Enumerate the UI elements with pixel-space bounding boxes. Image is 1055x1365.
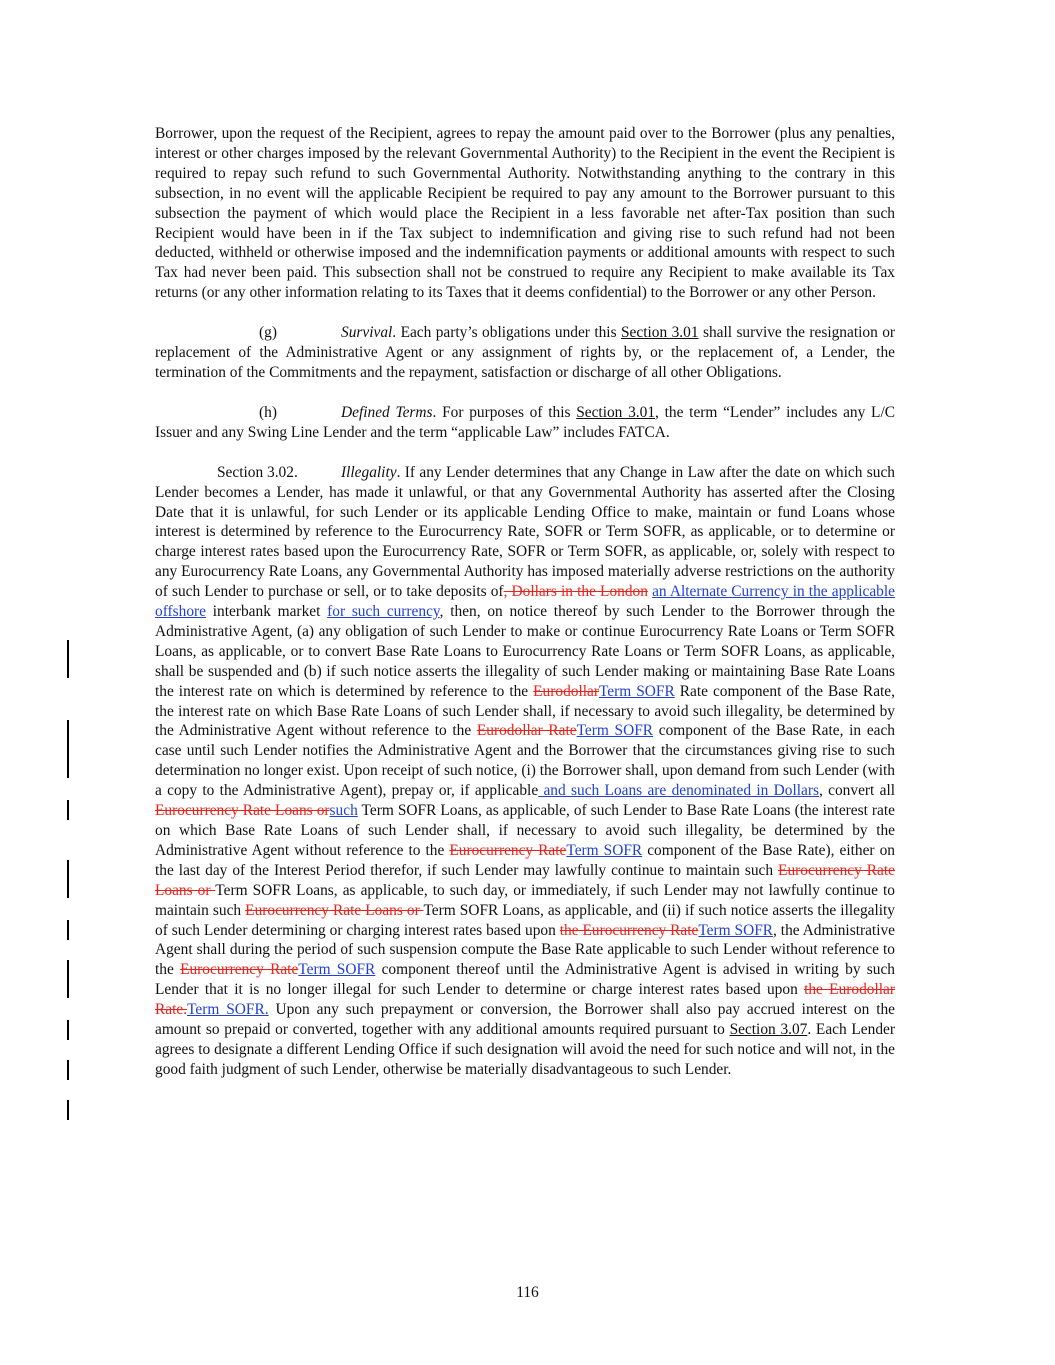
deleted-text: Eurodollar bbox=[533, 682, 599, 700]
clause-label: (g) bbox=[259, 324, 277, 342]
change-bar bbox=[67, 1100, 69, 1120]
section-reference: Section 3.01 bbox=[621, 324, 699, 342]
deleted-text: Eurocurrency Rate bbox=[449, 841, 567, 859]
deleted-text: Eurocurrency Rate Loans or bbox=[155, 861, 895, 899]
section-label: Section 3.02. bbox=[217, 463, 298, 481]
change-bar bbox=[67, 1020, 69, 1040]
document-page bbox=[155, 124, 895, 1080]
inserted-text: and such Loans are denominated in Dollars bbox=[538, 782, 819, 800]
section-reference: Section 3.07 bbox=[729, 1021, 808, 1039]
clause-title: Survival bbox=[341, 324, 393, 342]
inserted-text: for such currency bbox=[327, 603, 440, 621]
section-title: Illegality bbox=[341, 463, 397, 481]
deleted-text: Eurocurrency Rate Loans or bbox=[155, 802, 330, 820]
clause-title: Defined Terms bbox=[341, 403, 433, 421]
paragraph-refund: Borrower, upon the request of the Recipient, agrees to repay the amount paid over to the Borrower (plus any penalties, interest or other charges imposed by the relevant Governmental Authority) to the Recipient in the event the Recipient is required to repay such refund to such Governmental Authority. Notwithstanding anything to the contrary in this subsection, in no event will the applicable Recipient be required to pay any amount to the Borrower pursuant to this subsection the payment of which would place the Recipient in a less favorable net after-Tax position than such Recipient would have been in if the Tax subject to indemnification and giving rise to such refund had not been deducted, withheld or otherwise imposed and the indemnification payments or additional amounts with respect to such Tax had never been paid. This subsection shall not be construed to require any Recipient to make available its Tax returns (or any other information relating to its Taxes that it deems confidential) to the Borrower or any other Person. bbox=[155, 125, 895, 302]
inserted-text: Term SOFR. bbox=[187, 1001, 269, 1019]
section-reference: Section 3.01 bbox=[576, 403, 656, 421]
inserted-text: such bbox=[329, 802, 358, 820]
deleted-text: Eurodollar Rate bbox=[476, 722, 577, 740]
paragraph-section-3-02-illegality: Section 3.02. Illegality. If any Lender determines that any Change in Law after the date on which such Lender becomes a Lender, has made it unlawful, or that any Governmental Authority has asserted after the Closing Date that it is unlawful, for such Lender or its applicable Lending Office to make, maintain or fund Loans whose interest is determined by reference to the Eurocurrency Rate, SOFR or Term SOFR, as applicable, or to determine or charge interest rates based upon the Eurocurrency Rate, SOFR or Term SOFR, as applicable, or, solely with respect to any Eurocurrency Rate Loans, any Governmental Authority has imposed materially adverse restrictions on the authority of such Lender to purchase or sell, or to take deposits of, Dollars in the London an Alternate Currency in the applicable offshore interbank market for such currency, then, on notice thereof by such Lender to the Borrower through the Administrative Agent, (a) any obligation of such Lender to make or continue Eurocurrency Rate Loans or Term SOFR Loans, as applicable, or to convert Base Rate Loans to Eurocurrency Rate Loans or Term SOFR Loans, as applicable, shall be suspended and (b) if such notice asserts the illegality of such Lender making or maintaining Base Rate Loans the interest rate on which is determined by reference to the EurodollarTerm SOFR Rate component of the Base Rate, the interest rate on which Base Rate Loans of such Lender shall, if necessary to avoid such illegality, be determined by the Administrative Agent without reference to the Eurodollar RateTerm SOFR component of the Base Rate, in each case until such Lender notifies the Administrative Agent and the Borrower that the circumstances giving rise to such determination no longer exist. Upon receipt of such notice, (i) the Borrower shall, upon demand from such Lender (with a copy to the Administrative Agent), prepay or, if applicable and such Loans are denominated in Dollars, convert all Eurocurrency Rate Loans orsuch Term SOFR Loans, as applicable, of such Lender to Base Rate Loans (the interest rate on which Base Rate Loans of such Lender shall, if necessary to avoid such illegality, be determined by the Administrative Agent without reference to the Eurocurrency RateTerm SOFR component of the Base Rate), either on the last day of the Interest Period therefor, if such Lender may lawfully continue to maintain such Eurocurrency Rate Loans or Term SOFR Loans, as applicable, to such day, or immediately, if such Lender may not lawfully continue to maintain such Eurocurrency Rate Loans or Term SOFR Loans, as applicable, and (ii) if such notice asserts the illegality of such Lender determining or charging interest rates based upon the Eurocurrency RateTerm SOFR, the Administrative Agent shall during the period of such suspension compute the Base Rate applicable to such Lender without reference to the Eurocurrency RateTerm SOFR component thereof until the Administrative Agent is advised in writing by such Lender that it is no longer illegal for such Lender to determine or charge interest rates based upon the Eurodollar Rate.Term SOFR. Upon any such prepayment or conversion, the Borrower shall also pay accrued interest on the amount so prepaid or converted, together with any additional amounts required pursuant to Section 3.07. Each Lender agrees to designate a different Lending Office if such designation will avoid the need for such notice and will not, in the good faith judgment of such Lender, otherwise be materially disadvantageous to such Lender. bbox=[155, 463, 896, 1078]
change-bar bbox=[67, 720, 69, 778]
deleted-text: Eurocurrency Rate bbox=[180, 961, 299, 979]
inserted-text: Term SOFR bbox=[298, 961, 376, 979]
inserted-text: Term SOFR bbox=[576, 722, 654, 740]
paragraph-g-survival: (g) Survival. Each party’s obligations under this Section 3.01 shall survive the resignation or replacement of the Administrative Agent or any assignment of rights by, or the replacement of, a Lender, the termination of the Commitments and the repayment, satisfaction or discharge of all other Obligations. bbox=[155, 324, 896, 381]
clause-label: (h) bbox=[259, 403, 277, 421]
page-number: 116 bbox=[516, 1284, 539, 1301]
change-bar bbox=[67, 800, 69, 820]
inserted-text: Term SOFR bbox=[698, 921, 774, 939]
change-bar bbox=[67, 640, 69, 678]
deleted-text: the Eurodollar Rate. bbox=[155, 981, 895, 1019]
inserted-text: Term SOFR bbox=[566, 841, 643, 859]
inserted-text: Term SOFR bbox=[598, 682, 675, 700]
paragraph-h-defined-terms: (h) Defined Terms. For purposes of this Section 3.01, the term “Lender” includes any L/C Issuer and any Swing Line Lender and the term “applicable Law” includes FATCA. bbox=[155, 403, 895, 441]
deleted-text: the Eurocurrency Rate bbox=[559, 921, 699, 939]
inserted-text: an Alternate Currency in the applicable offshore bbox=[155, 583, 895, 621]
change-bar bbox=[67, 1060, 69, 1080]
change-bar bbox=[67, 860, 69, 898]
deleted-text: Eurocurrency Rate Loans or bbox=[245, 901, 424, 919]
change-bar bbox=[67, 920, 69, 940]
deleted-text: , Dollars in the London bbox=[503, 583, 648, 601]
change-bar bbox=[67, 960, 69, 998]
